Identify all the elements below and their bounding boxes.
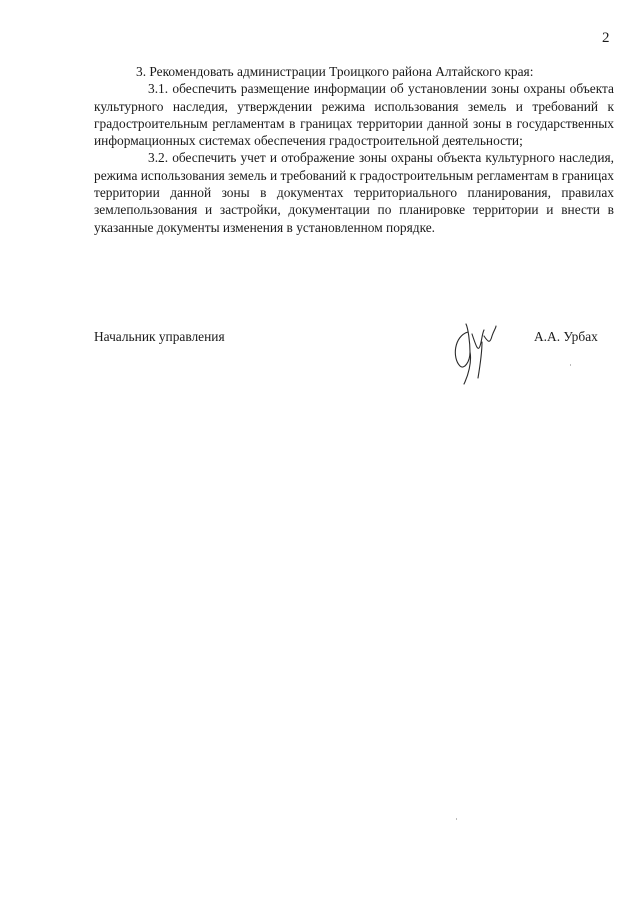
signer-position: Начальник управления	[94, 329, 225, 344]
signer-name: А.А. Урбах	[534, 329, 598, 344]
document-body	[94, 63, 614, 236]
scan-speck	[570, 364, 571, 366]
paragraph-recommendation: 3. Рекомендовать администрации Троицкого района Алтайского края:	[136, 64, 534, 79]
signature-block	[94, 326, 614, 396]
handwritten-signature	[446, 322, 516, 386]
page-number: 2	[602, 30, 610, 46]
scan-speck	[456, 818, 457, 820]
paragraph-3-1: 3.1. обеспечить размещение информации об установлении зоны охраны объекта культурного наследия, утверждении режима использования земель и требований к градостроительным регламентам в границах территории данной зоны в государственных информационных системах обеспечения градостроительной деятельности;	[94, 81, 614, 149]
paragraph-3-2: 3.2. обеспечить учет и отображение зоны охраны объекта культурного наследия, режима использования земель и требований к градостроительным регламентам в границах территории данной зоны в документах территориального планирования, правилах землепользования и застройки, документации по планировке территории и внести в указанные документы изменения в установленном порядке.	[94, 150, 614, 235]
